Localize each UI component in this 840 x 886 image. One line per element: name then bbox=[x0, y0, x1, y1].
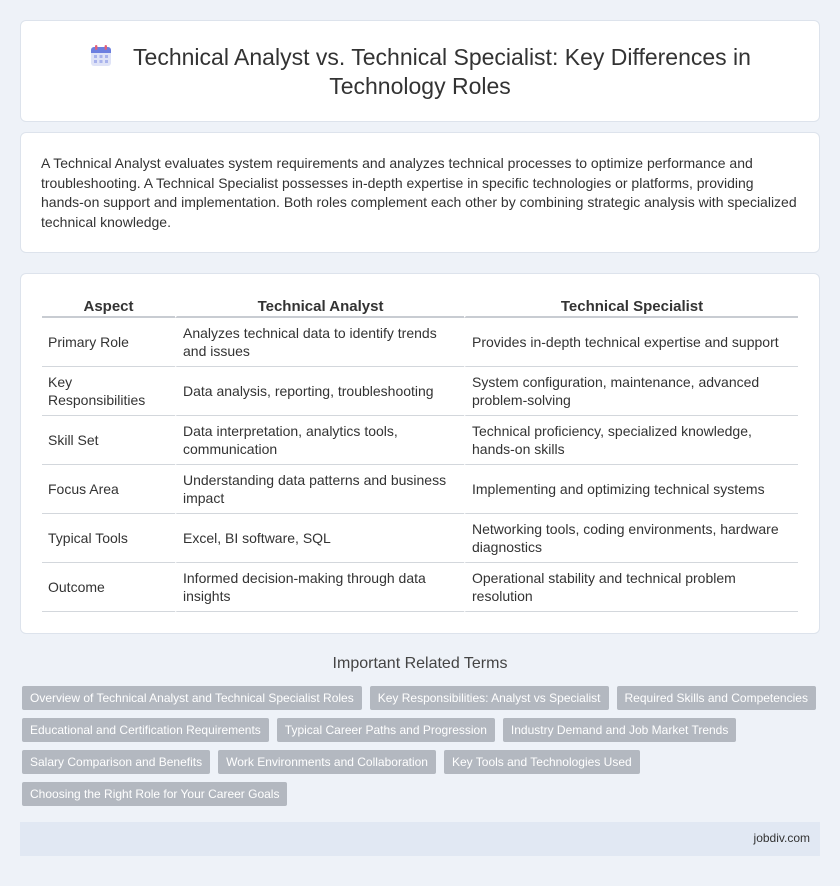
table-row bbox=[42, 367, 798, 416]
row-analyst-cell: Excel, BI software, SQL bbox=[175, 514, 464, 563]
related-term-tag[interactable]: Educational and Certification Requirements bbox=[22, 718, 269, 742]
related-term-tag[interactable]: Choosing the Right Role for Your Career Goals bbox=[22, 782, 287, 806]
table-row bbox=[42, 514, 798, 563]
comparison-table bbox=[42, 296, 798, 612]
row-analyst-cell: Analyzes technical data to identify trends and issues bbox=[175, 318, 464, 367]
row-specialist-cell: Technical proficiency, specialized knowledge, hands-on skills bbox=[464, 416, 798, 465]
page-title: Technical Analyst vs. Technical Specialist: Key Differences in Technology Roles bbox=[133, 44, 751, 99]
table-row bbox=[42, 563, 798, 612]
row-aspect: Primary Role bbox=[42, 318, 175, 367]
table-row bbox=[42, 318, 798, 367]
related-term-tag[interactable]: Key Responsibilities: Analyst vs Specialist bbox=[370, 686, 609, 710]
comparison-card bbox=[20, 273, 820, 634]
row-specialist-cell: Operational stability and technical problem resolution bbox=[464, 563, 798, 612]
related-term-tag[interactable]: Salary Comparison and Benefits bbox=[22, 750, 210, 774]
row-analyst-cell: Data analysis, reporting, troubleshooting bbox=[175, 367, 464, 416]
header-technical-specialist: Technical Specialist bbox=[464, 296, 798, 318]
row-aspect: Typical Tools bbox=[42, 514, 175, 563]
footer-site-link[interactable]: jobdiv.com bbox=[753, 831, 810, 845]
calendar-icon bbox=[89, 44, 113, 68]
table-header-row bbox=[42, 296, 798, 318]
intro-card bbox=[20, 132, 820, 253]
row-analyst-cell: Data interpretation, analytics tools, communication bbox=[175, 416, 464, 465]
header-aspect: Aspect bbox=[42, 296, 175, 318]
row-specialist-cell: Implementing and optimizing technical systems bbox=[464, 465, 798, 514]
table-row bbox=[42, 465, 798, 514]
row-specialist-cell: Networking tools, coding environments, hardware diagnostics bbox=[464, 514, 798, 563]
related-term-tag[interactable]: Work Environments and Collaboration bbox=[218, 750, 436, 774]
related-terms-title: Important Related Terms bbox=[332, 655, 508, 672]
row-specialist-cell: System configuration, maintenance, advanced problem-solving bbox=[464, 367, 798, 416]
page-title-wrap bbox=[21, 43, 819, 101]
table-row bbox=[42, 416, 798, 465]
row-analyst-cell: Informed decision-making through data insights bbox=[175, 563, 464, 612]
related-term-tag[interactable]: Required Skills and Competencies bbox=[617, 686, 816, 710]
row-aspect: Skill Set bbox=[42, 416, 175, 465]
related-terms-tags bbox=[22, 686, 818, 806]
row-specialist-cell: Provides in-depth technical expertise and support bbox=[464, 318, 798, 367]
title-card bbox=[20, 20, 820, 122]
row-aspect: Outcome bbox=[42, 563, 175, 612]
related-term-tag[interactable]: Industry Demand and Job Market Trends bbox=[503, 718, 736, 742]
related-term-tag[interactable]: Key Tools and Technologies Used bbox=[444, 750, 640, 774]
footer bbox=[20, 822, 820, 856]
related-term-tag[interactable]: Typical Career Paths and Progression bbox=[277, 718, 495, 742]
intro-text: A Technical Analyst evaluates system requirements and analyzes technical processes to optimize performance and troubleshooting. A Technical Specialist possesses in-depth expertise in specific technologies or platforms, providing hands-on support and implementation. Both roles complement each other by combining strategic analysis with specialized technical knowledge. bbox=[41, 155, 797, 230]
related-term-tag[interactable]: Overview of Technical Analyst and Technical Specialist Roles bbox=[22, 686, 362, 710]
header-technical-analyst: Technical Analyst bbox=[175, 296, 464, 318]
row-aspect: Key Responsibilities bbox=[42, 367, 175, 416]
row-aspect: Focus Area bbox=[42, 465, 175, 514]
row-analyst-cell: Understanding data patterns and business impact bbox=[175, 465, 464, 514]
